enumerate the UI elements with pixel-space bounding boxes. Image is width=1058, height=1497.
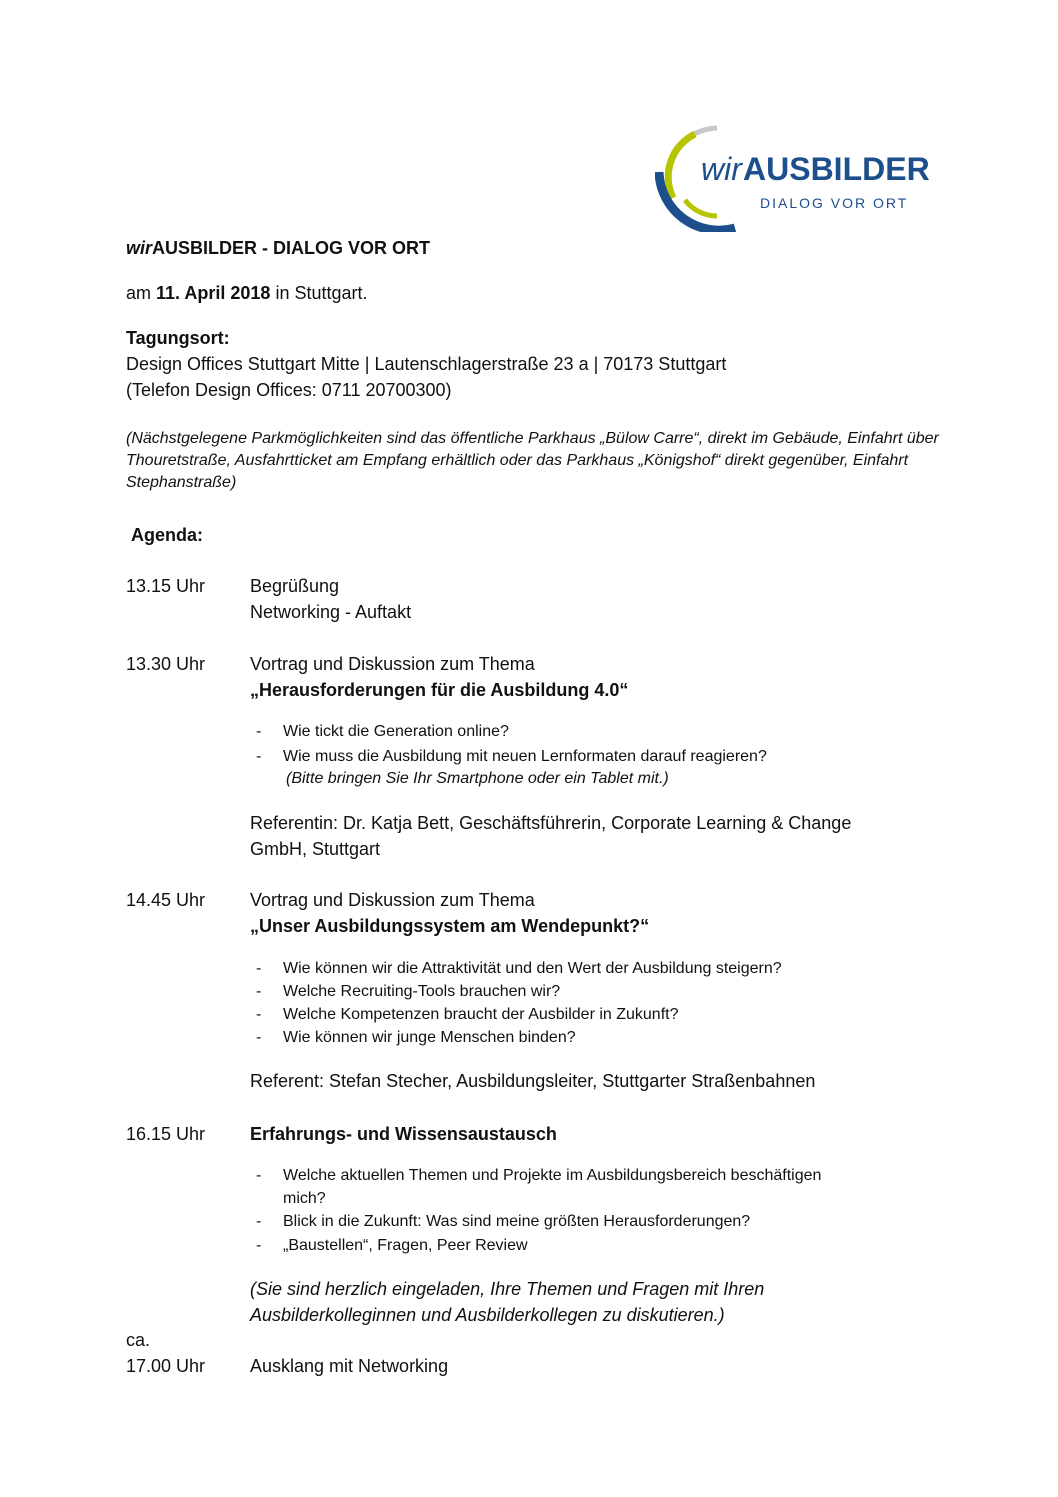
- agenda-time: 17.00 Uhr: [126, 1356, 206, 1376]
- agenda-item-topic: „Unser Ausbildungssystem am Wendepunkt?“: [250, 916, 650, 936]
- agenda-time: 14.45 Uhr: [126, 890, 206, 910]
- agenda-item-subtitle: Networking - Auftakt: [250, 602, 412, 622]
- agenda-item-intro: Vortrag und Diskussion zum Thema: [250, 890, 535, 910]
- wirausbilder-logo: [655, 120, 935, 232]
- bullet-item: Wie können wir die Attraktivität und den Wert der Ausbildung steigern?: [283, 960, 782, 977]
- bullet-item: „Baustellen“, Fragen, Peer Review: [283, 1237, 528, 1254]
- bullet-note: (Bitte bringen Sie Ihr Smartphone oder ein Tablet mit.): [286, 770, 669, 787]
- agenda-item-topic: „Herausforderungen für die Ausbildung 4.0“: [250, 680, 629, 700]
- parking-note: (Nächstgelegene Parkmöglichkeiten sind das öffentliche Parkhaus „Bülow Carre“, direkt im Gebäude, Einfahrt über Thouretstraße, Ausfahrtticket am Empfang erhältlich oder das Parkhaus „Königshof“ direkt gegenüber, Einfahrt Stephanstraße): [126, 430, 939, 491]
- bullet-marker: -: [256, 1006, 262, 1023]
- venue-address: Design Offices Stuttgart Mitte | Lautenschlagerstraße 23 a | 70173 Stuttgart: [126, 354, 727, 374]
- event-date-line: [126, 283, 368, 304]
- bullet-marker: -: [256, 748, 262, 765]
- logo-tagline: DIALOG VOR ORT: [760, 195, 909, 211]
- bullet-marker: -: [256, 983, 262, 1000]
- bullet-item: Blick in die Zukunft: Was sind meine größten Herausforderungen?: [283, 1213, 751, 1230]
- event-date: 11. April 2018: [156, 283, 271, 303]
- bullet-item: Wie tickt die Generation online?: [283, 723, 509, 740]
- bullet-marker: -: [256, 1029, 262, 1046]
- invitation-note-cont: Ausbilderkolleginnen und Ausbilderkollegen zu diskutieren.): [250, 1305, 725, 1325]
- bullet-marker: -: [256, 723, 262, 740]
- date-pre: am: [126, 283, 157, 303]
- speaker: Referentin: Dr. Katja Bett, Geschäftsführerin, Corporate Learning & Change: [250, 813, 852, 833]
- agenda-item-topic: Erfahrungs- und Wissensaustausch: [250, 1124, 557, 1144]
- logo-brand-main: AUSBILDER: [743, 151, 930, 187]
- agenda-item-title: Begrüßung: [250, 576, 340, 596]
- invitation-note: (Sie sind herzlich eingeladen, Ihre Themen und Fragen mit Ihren: [250, 1279, 765, 1299]
- bullet-item: Welche aktuellen Themen und Projekte im Ausbildungsbereich beschäftigen: [283, 1167, 822, 1184]
- bullet-item: Wie können wir junge Menschen binden?: [283, 1029, 576, 1046]
- agenda-item-intro: Vortrag und Diskussion zum Thema: [250, 654, 535, 674]
- venue-label: Tagungsort:: [126, 328, 230, 348]
- document-title: [126, 238, 430, 259]
- bullet-marker: -: [256, 1167, 262, 1184]
- title-prefix: wir: [126, 238, 153, 258]
- bullet-marker: -: [256, 1237, 262, 1254]
- bullet-item-cont: mich?: [283, 1190, 326, 1207]
- venue-phone: (Telefon Design Offices: 0711 20700300): [126, 380, 452, 400]
- agenda-item-title: Ausklang mit Networking: [250, 1356, 449, 1376]
- logo-brand-prefix: wir: [701, 151, 742, 187]
- bullet-marker: -: [256, 960, 262, 977]
- bullet-item: Wie muss die Ausbildung mit neuen Lernformaten darauf reagieren?: [283, 748, 767, 765]
- agenda-label: Agenda:: [131, 525, 203, 545]
- logo-arcs-icon: [655, 120, 935, 232]
- speaker-cont: GmbH, Stuttgart: [250, 839, 381, 859]
- agenda-time: 13.30 Uhr: [126, 654, 206, 674]
- bullet-item: Welche Kompetenzen braucht der Ausbilder in Zukunft?: [283, 1006, 679, 1023]
- title-rest: AUSBILDER - DIALOG VOR ORT: [152, 238, 431, 258]
- agenda-time-prefix: ca.: [126, 1330, 151, 1350]
- bullet-item: Welche Recruiting-Tools brauchen wir?: [283, 983, 561, 1000]
- date-post: in Stuttgart.: [270, 283, 368, 303]
- agenda-time: 16.15 Uhr: [126, 1124, 206, 1144]
- bullet-marker: -: [256, 1213, 262, 1230]
- agenda-time: 13.15 Uhr: [126, 576, 206, 596]
- speaker: Referent: Stefan Stecher, Ausbildungsleiter, Stuttgarter Straßenbahnen: [250, 1071, 816, 1091]
